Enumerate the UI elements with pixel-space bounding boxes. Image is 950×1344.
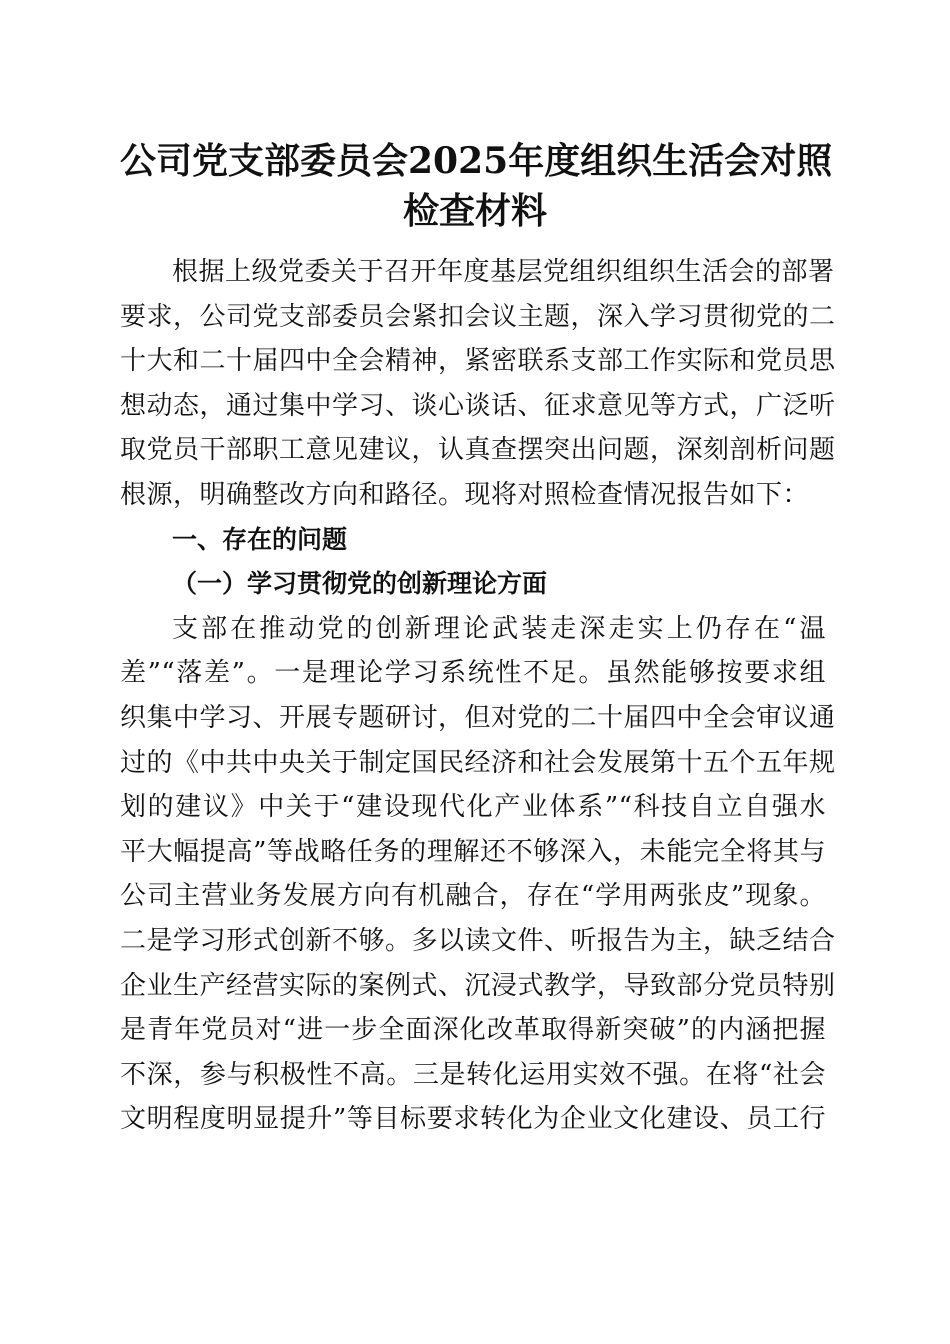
- paragraph-line: 差”“落差”。一是理论学习系统性不足。虽然能够按要求组: [120, 658, 826, 689]
- subsection-heading-theory-study: （一）学习贯彻党的创新理论方面: [172, 569, 548, 599]
- paragraph-line: 支部在推动党的创新理论武装走深走实上仍存在“温: [172, 613, 826, 644]
- paragraph-line: 二是学习形式创新不够。多以读文件、听报告为主，缺乏结合: [120, 925, 836, 956]
- section-heading-problems: 一、存在的问题: [172, 524, 348, 554]
- title-line-2: 检查材料: [402, 190, 547, 232]
- intro-line: 十大和二十届四中全会精神，紧密联系支部工作实际和党员思: [120, 346, 836, 377]
- intro-line: 根源，明确整改方向和路径。现将对照检查情况报告如下：: [120, 479, 810, 510]
- document-body: [120, 250, 836, 1142]
- intro-line: 根据上级党委关于召开年度基层党组织组织生活会的部署: [172, 257, 835, 287]
- document-title: [120, 136, 833, 236]
- paragraph-line: 文明程度明显提升”等目标要求转化为企业文化建设、员工行: [120, 1104, 826, 1135]
- paragraph-line: 过的《中共中央关于制定国民经济和社会发展第十五个五年规: [120, 747, 836, 778]
- title-line-1: 公司党支部委员会2025年度组织生活会对照: [120, 140, 833, 182]
- paragraph-line: 企业生产经营实际的案例式、沉浸式教学，导致部分党员特别: [120, 970, 836, 1001]
- paragraph-line: 是青年党员对“进一步全面深化改革取得新突破”的内涵把握: [120, 1015, 826, 1046]
- paragraph-line: 公司主营业务发展方向有机融合，存在“学用两张皮”现象。: [120, 881, 826, 912]
- paragraph-line: 划的建议》中关于“建设现代化产业体系”“科技自立自强水: [120, 792, 826, 823]
- intro-line: 要求，公司党支部委员会紧扣会议主题，深入学习贯彻党的二: [120, 301, 836, 332]
- theory-study-paragraph: [120, 607, 836, 1142]
- paragraph-line: 平大幅提高”等战略任务的理解还不够深入，未能完全将其与: [120, 836, 826, 867]
- paragraph-line: 不深，参与积极性不高。三是转化运用实效不强。在将“社会: [120, 1059, 826, 1090]
- intro-line: 想动态，通过集中学习、谈心谈话、征求意见等方式，广泛听: [120, 390, 836, 421]
- intro-paragraph: [120, 250, 836, 518]
- paragraph-line: 织集中学习、开展专题研讨，但对党的二十届四中全会审议通: [120, 702, 836, 733]
- intro-line: 取党员干部职工意见建议，认真查摆突出问题，深刻剖析问题: [120, 435, 836, 466]
